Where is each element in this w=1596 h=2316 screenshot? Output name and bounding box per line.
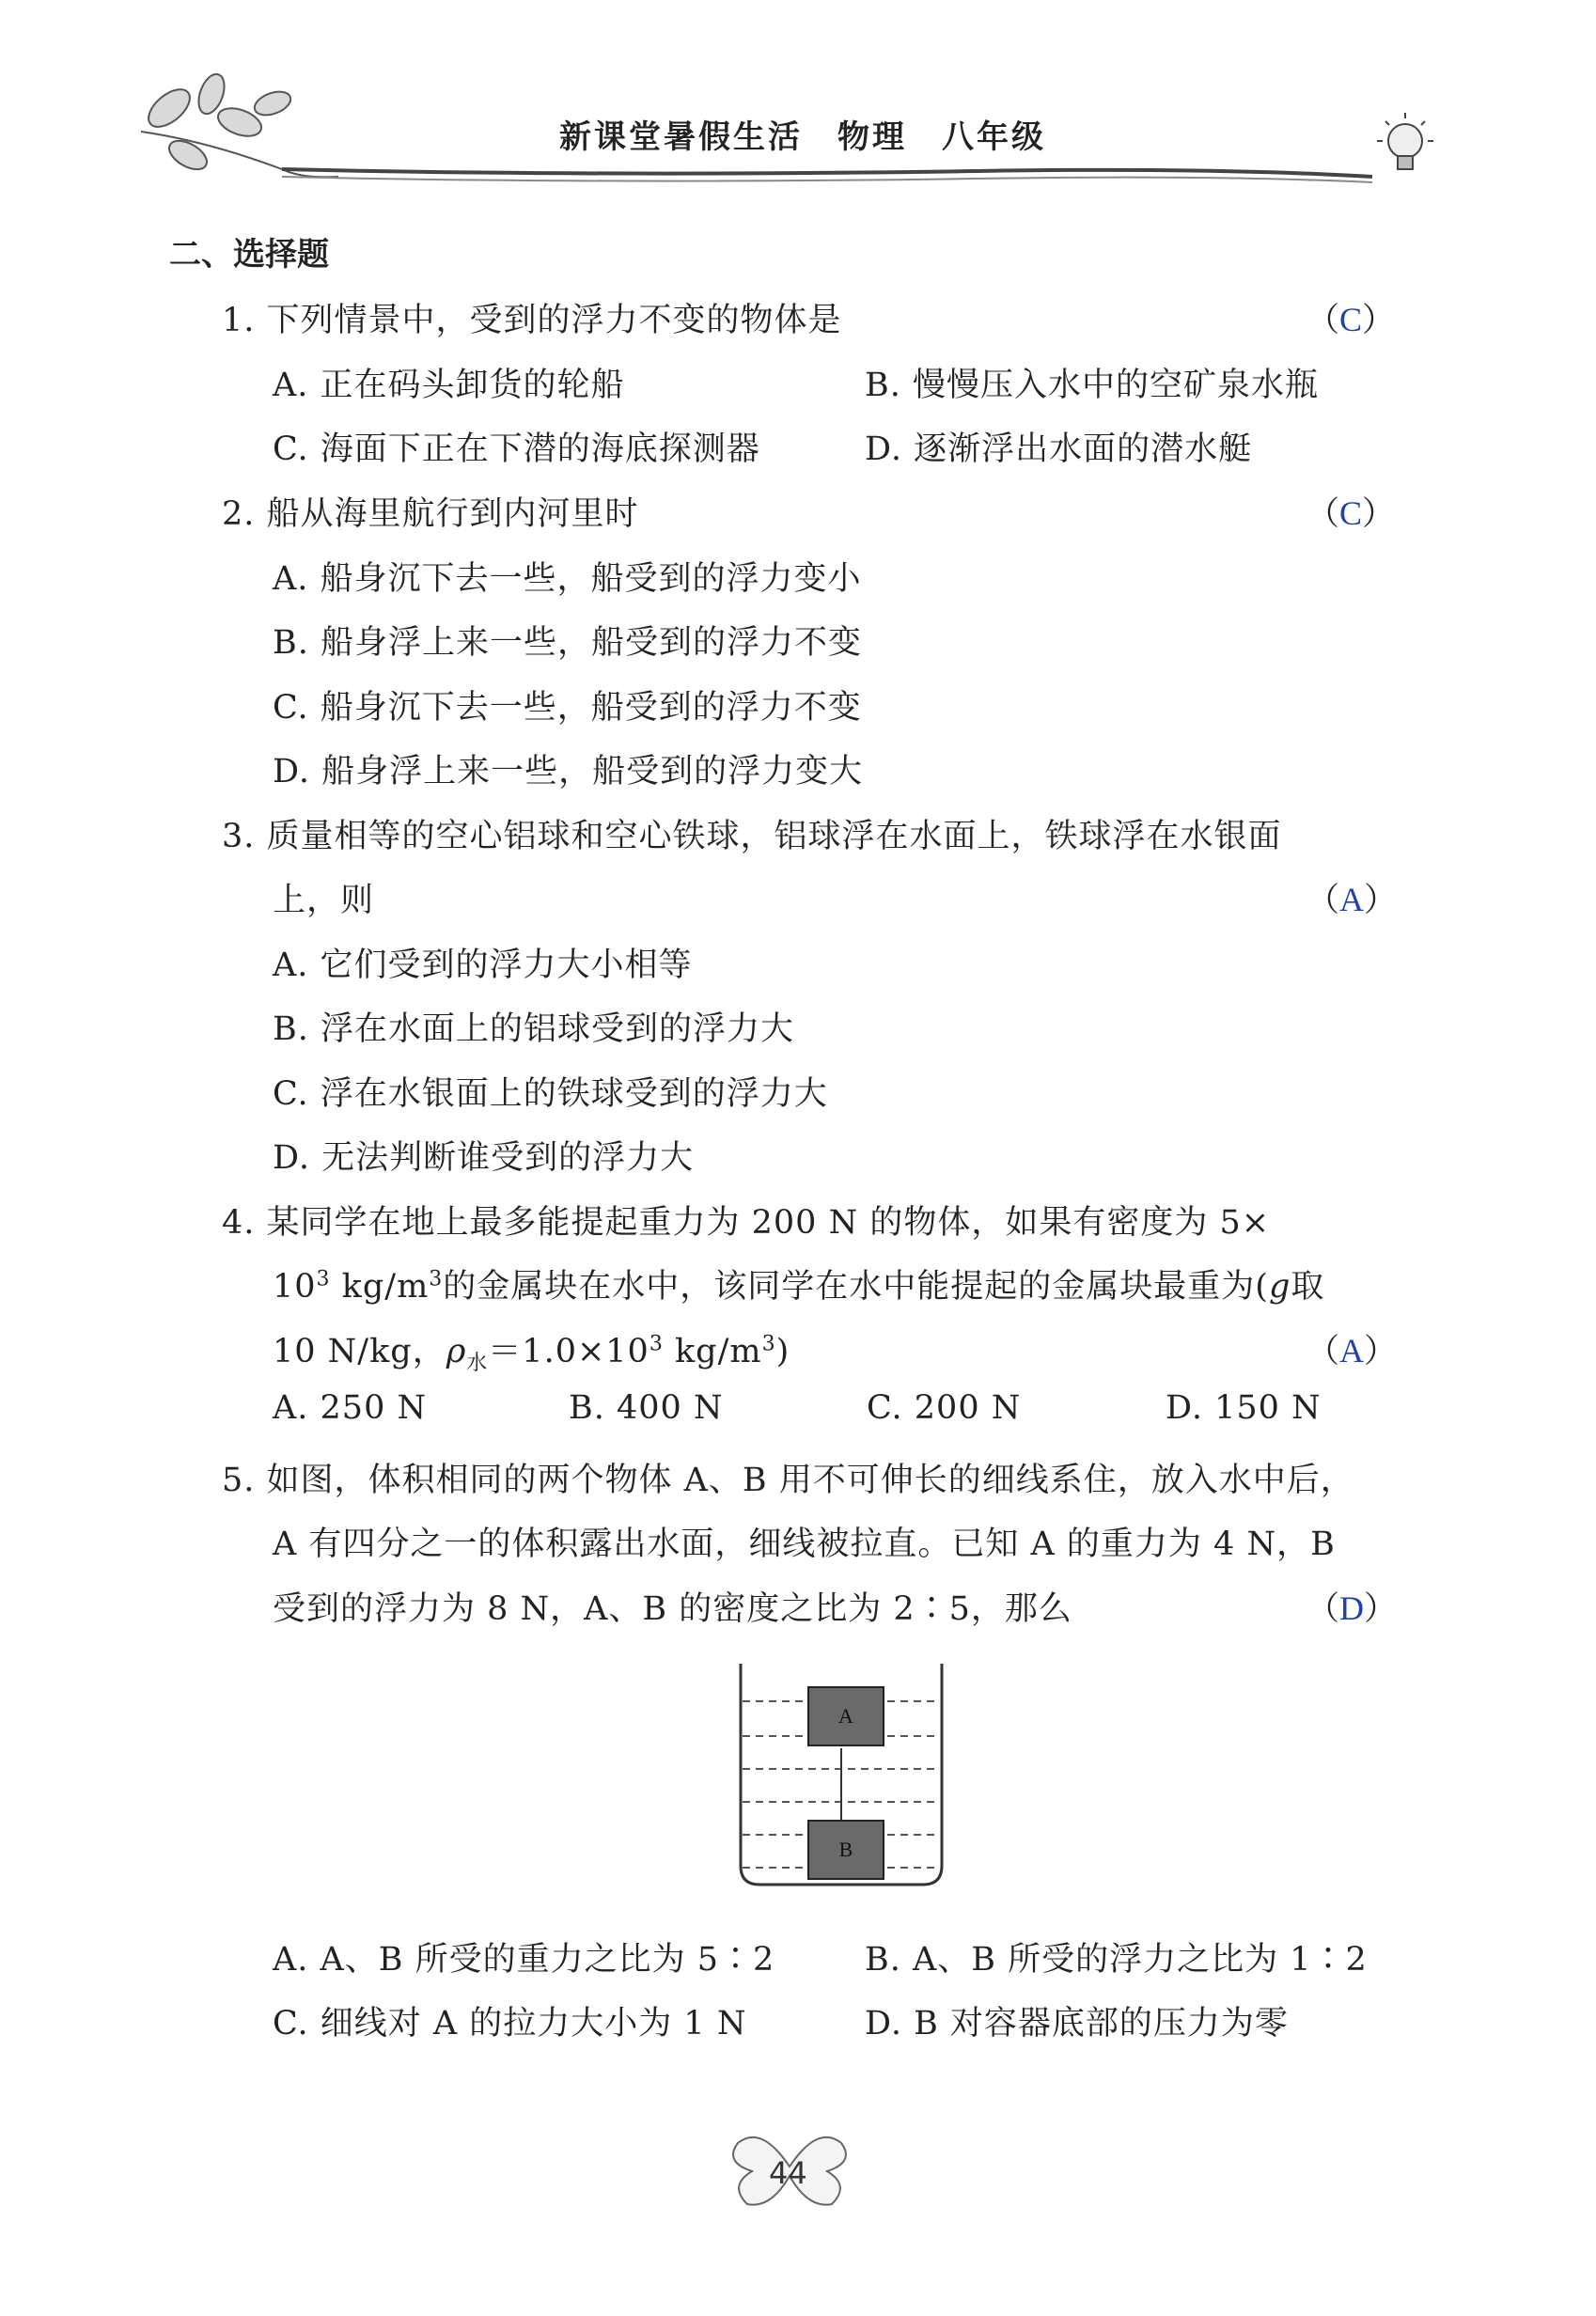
question-2-option-b: B. 船身浮上来一些，船受到的浮力不变 [273,624,862,662]
question-4-stem-line-2: $10^3$ $kg/m^3$的金属块在水中，该同学在水中能提起的金属块最重为(g取 [273,1267,1325,1306]
header-title: 新课堂暑假生活 物理 八年级 [559,118,1046,156]
question-3-option-b: B. 浮在水面上的铝球受到的浮力大 [273,1010,794,1048]
question-5-stem-line-1: 5. 如图，体积相同的两个物体 A、B 用不可伸长的细线系住，放入水中后， [222,1462,1354,1499]
block-a-label: A [838,1704,853,1728]
question-3-option-d: D. 无法判断谁受到的浮力大 [273,1139,695,1177]
question-3-answer: （A） [1307,881,1398,919]
question-1-option-a: A. 正在码头卸货的轮船 [273,367,625,404]
question-3-stem-line-1: 3. 质量相等的空心铝球和空心铁球，铝球浮在水面上，铁球浮在水银面 [222,818,1282,855]
question-5-stem-line-3: 受到的浮力为 8 N，A、B 的密度之比为 2∶5，那么 [273,1590,1072,1628]
lightbulb-icon [1377,113,1433,169]
question-5-stem-line-2: A 有四分之一的体积露出水面，细线被拉直。已知 A 的重力为 4 N，B [273,1526,1336,1563]
header-rule [282,169,1372,177]
question-2-option-a: A. 船身沉下去一些，船受到的浮力变小 [273,560,862,598]
question-5-option-b: B. A、B 所受的浮力之比为 1∶2 [865,1941,1368,1979]
beaker-figure [724,1659,959,1894]
question-3-option-a: A. 它们受到的浮力大小相等 [273,947,693,984]
question-5-option-c: C. 细线对 A 的拉力大小为 1 N [273,2005,747,2042]
question-4-answer: （A） [1307,1332,1398,1370]
question-1-option-c: C. 海面下正在下潜的海底探测器 [273,430,760,468]
question-3-stem-line-2: 上，则 [273,882,375,919]
section-title: 二、选择题 [169,236,329,274]
answer-value: D [1339,1589,1365,1627]
answer-value: A [1339,881,1365,918]
question-3-option-c: C. 浮在水银面上的铁球受到的浮力大 [273,1075,828,1113]
question-4-option-d: D. 150 N [1166,1389,1322,1427]
answer-value: C [1339,301,1363,338]
answer-value: C [1339,494,1363,532]
question-4-stem-line-1: 4. 某同学在地上最多能提起重力为 200 N 的物体，如果有密度为 5× [222,1204,1271,1242]
page-number: 44 [769,2155,807,2191]
leaf-branch-icon [141,70,338,177]
question-4-option-c: C. 200 N [867,1389,1022,1427]
question-1-option-d: D. 逐渐浮出水面的潜水艇 [865,430,1253,468]
question-2-option-d: D. 船身浮上来一些，船受到的浮力变大 [273,753,864,790]
question-2-answer: （C） [1307,494,1396,533]
question-2-option-c: C. 船身沉下去一些，船受到的浮力不变 [273,689,862,727]
question-1-option-b: B. 慢慢压入水中的空矿泉水瓶 [865,367,1319,404]
question-5-answer: （D） [1307,1589,1398,1628]
question-5-option-d: D. B 对容器底部的压力为零 [865,2005,1289,2042]
question-5-option-a: A. A、B 所受的重力之比为 5∶2 [273,1941,775,1979]
question-2-stem: 2. 船从海里航行到内河里时 [222,495,639,533]
block-b-label: B [838,1838,853,1861]
question-4-option-a: A. 250 N [273,1389,428,1427]
question-4-option-b: B. 400 N [569,1389,724,1427]
question-1-answer: （C） [1307,301,1396,339]
question-1-stem: 1. 下列情景中，受到的浮力不变的物体是 [222,302,842,339]
answer-value: A [1339,1332,1365,1369]
question-4-stem-line-3: 10 N/kg，$\rho_水=1.0\times 10^3$ $kg/m^3$) [273,1332,790,1375]
